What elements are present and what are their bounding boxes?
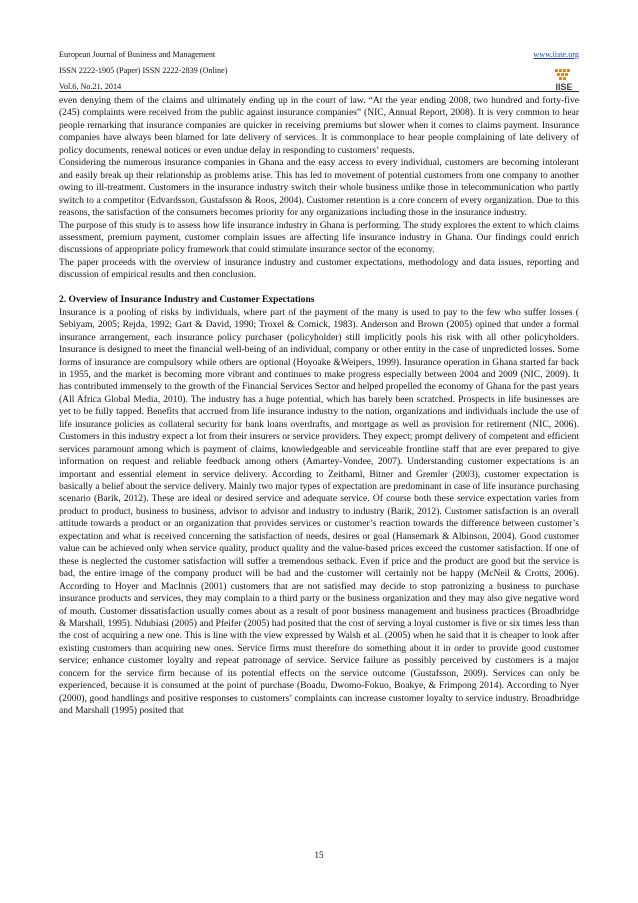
paragraph: Insurance is a pooling of risks by individuals, where part of the payment of the many is used to pay to the few who suffer losses ( Sebiyam, 2005; Rejda, 1992; Gart & David, 1990; Troxel & Comick, 1983). Anderson and Brown (2005) opined that under a formal insurance arrangement, each insurance policy purchaser (policyholder) still implicitly pools his risk with all other policyholders. Insurance is designed to meet the financial well-being of an individual, company or other entity in the case of unpredicted losses. Some forms of insurance are compulsory while others are optional (Hoyoake &Weipers, 1999). Insurance operation in Ghana started far back in 1955, and the market is becoming more vibrant and continues to make progress especially between 2004 and 2009 (NIC, 2009). It has contributed immensely to the growth of the Financial Services Sector and helped propelled the economy of Ghana for the past years (All Africa Global Media, 2010). The industry has a huge potential, which has barely been scratched. Prospects in life businesses are yet to be fully tapped. Benefits that accrued from life insurance industry to the nation, organizations and individuals include the use of life insurance policies as collateral security for bank loans overdrafts, and mortgage as well as provision for retirement (NIC, 2006). Customers in this industry expect a lot from their insurers or service providers. They expect; prompt delivery of competent and efficient services paramount among which is payment of claims, knowledgeable and serviceable frontline staff that are ever prepared to give information on request and reliable feedback among others (Amartey-Vondee, 2007). Understanding customer expectations is an important and essential element in service delivery. According to Zeithaml, Bitner and Gremler (2003), customer expectation is basically a belief about the service delivery. Mainly two major types of expectation are predominant in case of life insurance purchasing scenario (Barik, 2012). These are ideal or desired service and adequate service. Of course both these service expectation varies from product to product, business to business, advisor to advisor and industry to industry (Barik, 2012). Customer satisfaction is an overall attitude towards a product or an organization that provides services or customer’s reaction towards the difference between customer’s expectation and what is received concerning the satisfaction of needs, desires or goal (Hansemark & Albinson, 2004). Good customer value can be achieved only when service quality, product quality and the value-based prices exceed the customer satisfaction. If one of these is neglected the customer satisfaction will suffer a tremendous setback. Even if price and the product are good but the service is bad, the entire image of the company product will be bad and the customer will certainly not be happy (McNeil & Crotts, 2006). According to Hoyer and MacInnis (2001) customers that are not satisfied may decide to stop patronizing a business to purchase insurance products and services, they may complain to a third party or the business organization and they may also give negative word of mouth. Customer dissatisfaction usually comes about as a result of poor business management and business practices (Broadbridge & Marshall, 1995). Ndubiasi (2005) and Pfeifer (2005) had posited that the cost of serving a loyal customer is five or six times less than the cost of acquiring a new one. This is line with the view expressed by Walsh et al. (2005) when he said that it is cheaper to look after existing customers than acquiring new ones. Service firms must therefore do something about it in order to provide good customer service; enhance customer loyalty and repeat patronage of service. Service failure as possibly perceived by customers is a major concern for the service firm because of its potential effects on the service outcome (Gustafsson, 2009). Services can only be experienced, because it is consumed at the point of purchase (Boadu, Dwomo-Fokuo, Boakye, & Frimpong 2014). According to Nyer (2000), good handlings and positive responses to customers’ complaints can increase customer loyalty to service industry. Broadbridge and Marshall (1995) posited that bbox=[59, 306, 579, 717]
header-rule bbox=[59, 91, 579, 92]
journal-name: European Journal of Business and Management bbox=[59, 50, 216, 59]
page-number: 15 bbox=[314, 850, 324, 860]
paragraph: The paper proceeds with the overview of insurance industry and customer expectations, methodology and data issues, reporting and discussion of empirical results and then conclusion. bbox=[59, 256, 579, 281]
logo-text: IISE bbox=[555, 82, 573, 92]
paragraph: The purpose of this study is to assess how life insurance industry in Ghana is performing. The study explores the extent to which claims assessment, premium payment, customer complain issues are affecting life insurance industry in Ghana. Our findings could enrich discussions of appropriate policy framework that could stimulate insurance sector of the economy. bbox=[59, 219, 579, 256]
paragraph: Considering the numerous insurance companies in Ghana and the easy access to every individual, customers are becoming intolerant and easily break up their relationship as problems arise. This has led to movement of potential customers from one company to another owing to ill-treatment. Customers in the insurance industry switch their whole business unlike those in telecommunication who partly switch to a competitor (Edvardsson, Gustafsson & Roos, 2004). Customer retention is a core concern of every organization. Due to this reasons, the satisfaction of the consumers becomes priority for any organizations including those in the insurance industry. bbox=[59, 157, 579, 219]
iiste-logo bbox=[551, 67, 577, 93]
issn-line: ISSN 2222-1905 (Paper) ISSN 2222-2839 (Online) bbox=[59, 66, 228, 75]
volume-line: Vol.6, No.21, 2014 bbox=[59, 82, 122, 91]
paragraph: even denying them of the claims and ultimately ending up in the court of law. “At the year ending 2008, two hundred and forty-five (245) complaints were received from the public against insurance companies” (NIC, Annual Report, 2008). It is very common to hear people remarking that insurance companies are quicker in receiving premiums but slower when it comes to claims payment. Insurance companies have always been blamed for late delivery of services. It is commonplace to hear people complaining of late delivery of policy documents, renewal notices or even undue delay in responding to customers’ requests. bbox=[59, 95, 579, 156]
article-body bbox=[59, 95, 579, 718]
journal-url-link[interactable]: www.iiste.org bbox=[533, 50, 579, 59]
section-heading: 2. Overview of Insurance Industry and Customer Expectations bbox=[59, 294, 315, 306]
